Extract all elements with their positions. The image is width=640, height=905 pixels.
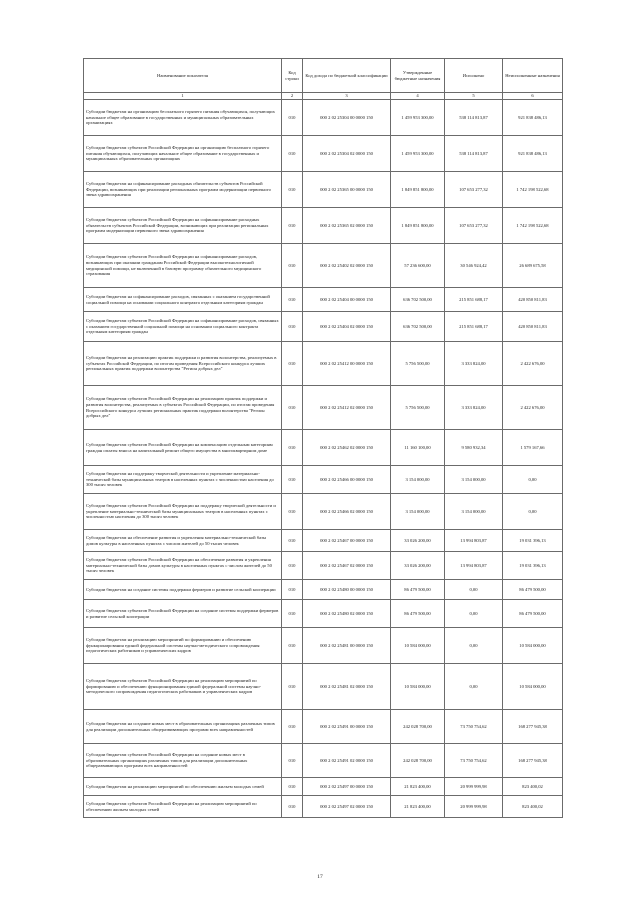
column-number: 3	[303, 93, 391, 100]
row-kbk: 000 2 02 25365 00 0000 150	[303, 172, 391, 208]
row-code: 010	[282, 778, 303, 796]
table-row	[84, 342, 563, 386]
row-approved: 10 584 000,00	[391, 664, 445, 710]
column-number: 6	[503, 93, 563, 100]
col-header-code: Код строки	[282, 59, 303, 93]
page-number: 17	[317, 874, 323, 880]
report-page	[83, 58, 562, 818]
row-approved: 242 028 700,00	[391, 744, 445, 778]
row-approved: 1 459 953 300,00	[391, 136, 445, 172]
row-name: Субсидии бюджетам на создание системы поддержки фермеров и развитие сельской кооперации	[84, 580, 282, 600]
row-name: Субсидии бюджетам на реализацию практик поддержки и развития волонтерства, реализуемых в субъектах Российской Федерации, по итогам проведения Всероссийского конкурса лучших региональных практик поддержки волонтерства "Регион добрых дел"	[84, 342, 282, 386]
row-approved: 242 028 700,00	[391, 710, 445, 744]
row-executed: 215 851 688,17	[445, 312, 503, 342]
row-name: Субсидии бюджетам субъектов Российской Федерации на реализацию практик поддержки и развития волонтерства, реализуемых в субъектах Российской Федерации, по итогам проведения Всероссийского конкурса лучших региональных практик поддержки волонтерства "Регион добрых дел"	[84, 386, 282, 430]
row-executed: 3 154 000,00	[445, 494, 503, 530]
row-executed: 0,00	[445, 628, 503, 664]
row-name: Субсидии бюджетам субъектов Российской Федерации на обеспечение развития и укрепления материально-технической базы домов культуры в населенных пунктах с числом жителей до 50 тысяч человек	[84, 552, 282, 580]
row-approved: 3 154 000,00	[391, 494, 445, 530]
table-row	[84, 208, 563, 244]
row-executed: 30 546 924,42	[445, 244, 503, 288]
row-kbk: 000 2 02 25480 02 0000 150	[303, 600, 391, 628]
row-approved: 21 823 400,00	[391, 778, 445, 796]
row-approved: 636 702 500,00	[391, 312, 445, 342]
row-executed: 20 999 999,98	[445, 778, 503, 796]
row-unexecuted: 2 422 676,00	[503, 342, 563, 386]
row-unexecuted: 420 850 811,83	[503, 312, 563, 342]
row-name: Субсидии бюджетам на реализацию мероприятий по формированию и обеспечению функционирования единой федеральной системы научно-методического сопровождения педагогических работников и управленческих кадров	[84, 628, 282, 664]
row-unexecuted: 0,00	[503, 466, 563, 494]
table-row	[84, 778, 563, 796]
table-row	[84, 494, 563, 530]
row-kbk: 000 2 02 25462 02 0000 150	[303, 430, 391, 466]
column-number: 5	[445, 93, 503, 100]
budget-table	[83, 58, 563, 818]
row-name: Субсидии бюджетам субъектов Российской Федерации на компенсацию отдельным категориям граждан оплаты взноса на капитальный ремонт общего имущества в многоквартирном доме	[84, 430, 282, 466]
row-executed: 13 994 803,87	[445, 552, 503, 580]
row-executed: 0,00	[445, 664, 503, 710]
row-kbk: 000 2 02 25467 02 0000 150	[303, 552, 391, 580]
row-approved: 1 849 851 800,00	[391, 172, 445, 208]
row-kbk: 000 2 02 25404 00 0000 150	[303, 288, 391, 312]
row-kbk: 000 2 02 25412 00 0000 150	[303, 342, 391, 386]
row-name: Субсидии бюджетам субъектов Российской Федерации на софинансирование расходов, возникающих при оказании гражданам Российской Федерации высокотехнологичной медицинской помощи, не включенной в базовую программу обязательного медицинского страхования	[84, 244, 282, 288]
table-row	[84, 386, 563, 430]
column-number: 4	[391, 93, 445, 100]
table-row	[84, 466, 563, 494]
row-code: 010	[282, 552, 303, 580]
row-name: Субсидии бюджетам на организацию бесплатного горячего питания обучающихся, получающих начальное общее образование в государственных и муниципальных образовательных организациях	[84, 100, 282, 136]
row-approved: 86 479 500,00	[391, 600, 445, 628]
row-approved: 5 756 500,00	[391, 342, 445, 386]
row-approved: 1 849 851 800,00	[391, 208, 445, 244]
row-kbk: 000 2 02 25304 02 0000 150	[303, 136, 391, 172]
row-executed: 13 994 803,87	[445, 530, 503, 552]
row-name: Субсидии бюджетам субъектов Российской Федерации на реализацию мероприятий по обеспечению жильем молодых семей	[84, 796, 282, 818]
row-code: 010	[282, 386, 303, 430]
table-row	[84, 796, 563, 818]
row-approved: 57 236 600,00	[391, 244, 445, 288]
row-unexecuted: 19 031 396,13	[503, 530, 563, 552]
table-row	[84, 430, 563, 466]
table-row	[84, 530, 563, 552]
row-executed: 3 154 000,00	[445, 466, 503, 494]
row-name: Субсидии бюджетам на создание новых мест в образовательных организациях различных типов для реализации дополнительных общеразвивающих программ всех направленностей	[84, 710, 282, 744]
row-executed: 0,00	[445, 580, 503, 600]
row-code: 010	[282, 244, 303, 288]
row-unexecuted: 10 584 000,00	[503, 628, 563, 664]
row-kbk: 000 2 02 25491 02 0000 150	[303, 744, 391, 778]
table-row	[84, 312, 563, 342]
row-unexecuted: 86 479 500,00	[503, 600, 563, 628]
col-header-unexecuted: Неисполненные назначения	[503, 59, 563, 93]
row-kbk: 000 2 02 25480 00 0000 150	[303, 580, 391, 600]
row-name: Субсидии бюджетам на софинансирование расходов, связанных с оказанием государственной социальной помощи на основании социального контракта отдельным категориям граждан	[84, 288, 282, 312]
row-code: 010	[282, 208, 303, 244]
row-unexecuted: 1 579 167,66	[503, 430, 563, 466]
row-name: Субсидии бюджетам субъектов Российской Федерации на софинансирование расходных обязательств субъектов Российской Федерации, возникающих при реализации региональных программ модернизации первичного звена здравоохранения	[84, 208, 282, 244]
row-approved: 33 026 200,00	[391, 530, 445, 552]
row-approved: 5 756 500,00	[391, 386, 445, 430]
row-unexecuted: 823 400,02	[503, 796, 563, 818]
column-number: 1	[84, 93, 282, 100]
row-name: Субсидии бюджетам субъектов Российской Федерации на организацию бесплатного горячего питания обучающихся, получающих начальное общее образование в государственных и муниципальных образовательных организациях	[84, 136, 282, 172]
row-approved: 11 160 100,00	[391, 430, 445, 466]
row-approved: 636 702 500,00	[391, 288, 445, 312]
col-header-executed: Исполнено	[445, 59, 503, 93]
row-name: Субсидии бюджетам на поддержку творческой деятельности и укрепление материально-технической базы муниципальных театров в населенных пунктах с численностью населения до 300 тысяч человек	[84, 466, 282, 494]
row-kbk: 000 2 02 25402 02 0000 150	[303, 244, 391, 288]
row-unexecuted: 26 689 675,58	[503, 244, 563, 288]
table-row	[84, 136, 563, 172]
row-kbk: 000 2 02 25497 02 0000 150	[303, 796, 391, 818]
row-name: Субсидии бюджетам субъектов Российской Федерации на создание новых мест в образовательных организациях различных типов для реализации дополнительных общеразвивающих программ всех направленностей	[84, 744, 282, 778]
table-row	[84, 552, 563, 580]
row-code: 010	[282, 136, 303, 172]
row-unexecuted: 1 742 198 522,68	[503, 208, 563, 244]
row-unexecuted: 921 838 486,13	[503, 136, 563, 172]
row-code: 010	[282, 580, 303, 600]
row-name: Субсидии бюджетам субъектов Российской Федерации на создание системы поддержки фермеров и развитие сельской кооперации	[84, 600, 282, 628]
row-code: 010	[282, 288, 303, 312]
row-unexecuted: 10 584 000,00	[503, 664, 563, 710]
row-kbk: 000 2 02 25304 00 0000 150	[303, 100, 391, 136]
row-executed: 3 333 824,00	[445, 342, 503, 386]
row-approved: 33 026 200,00	[391, 552, 445, 580]
table-row	[84, 628, 563, 664]
row-unexecuted: 921 838 486,13	[503, 100, 563, 136]
row-approved: 1 459 953 300,00	[391, 100, 445, 136]
row-code: 010	[282, 430, 303, 466]
col-header-name: Наименование показателя	[84, 59, 282, 93]
table-row	[84, 244, 563, 288]
row-executed: 215 851 688,17	[445, 288, 503, 312]
row-executed: 107 653 277,32	[445, 172, 503, 208]
row-kbk: 000 2 02 25365 02 0000 150	[303, 208, 391, 244]
row-name: Субсидии бюджетам на обеспечение развития и укрепления материально-технической базы домов культуры в населенных пунктах с числом жителей до 50 тысяч человек	[84, 530, 282, 552]
row-executed: 73 750 754,62	[445, 744, 503, 778]
row-executed: 9 580 932,34	[445, 430, 503, 466]
table-row	[84, 710, 563, 744]
row-name: Субсидии бюджетам субъектов Российской Федерации на реализацию мероприятий по формированию и обеспечению функционирования единой федеральной системы научно-методического сопровождения педагогических работников и управленческих кадров	[84, 664, 282, 710]
row-executed: 538 114 813,87	[445, 136, 503, 172]
row-name: Субсидии бюджетам субъектов Российской Федерации на софинансирование расходов, связанных с оказанием государственной социальной помощи на основании социального контракта отдельным категориям граждан	[84, 312, 282, 342]
row-unexecuted: 0,00	[503, 494, 563, 530]
row-executed: 20 999 999,98	[445, 796, 503, 818]
row-approved: 86 479 500,00	[391, 580, 445, 600]
row-code: 010	[282, 744, 303, 778]
row-code: 010	[282, 710, 303, 744]
row-kbk: 000 2 02 25412 02 0000 150	[303, 386, 391, 430]
row-name: Субсидии бюджетам субъектов Российской Федерации на поддержку творческой деятельности и укрепление материально-технической базы муниципальных театров в населенных пунктах с численностью населения до 300 тысяч человек	[84, 494, 282, 530]
row-kbk: 000 2 02 25467 00 0000 150	[303, 530, 391, 552]
row-code: 010	[282, 796, 303, 818]
row-approved: 10 584 000,00	[391, 628, 445, 664]
row-executed: 3 333 824,00	[445, 386, 503, 430]
row-code: 010	[282, 494, 303, 530]
row-kbk: 000 2 02 25466 02 0000 150	[303, 494, 391, 530]
row-name: Субсидии бюджетам на софинансирование расходных обязательств субъектов Российской Федерации, возникающих при реализации региональных программ модернизации первичного звена здравоохранения	[84, 172, 282, 208]
row-name: Субсидии бюджетам на реализацию мероприятий по обеспечению жильем молодых семей	[84, 778, 282, 796]
row-kbk: 000 2 02 25481 00 0000 150	[303, 628, 391, 664]
table-row	[84, 288, 563, 312]
row-code: 010	[282, 342, 303, 386]
row-unexecuted: 168 277 945,38	[503, 744, 563, 778]
table-row	[84, 172, 563, 208]
row-kbk: 000 2 02 25466 00 0000 150	[303, 466, 391, 494]
row-unexecuted: 1 742 198 522,68	[503, 172, 563, 208]
row-executed: 73 750 754,62	[445, 710, 503, 744]
row-code: 010	[282, 628, 303, 664]
row-kbk: 000 2 02 25497 00 0000 150	[303, 778, 391, 796]
column-number: 2	[282, 93, 303, 100]
table-row	[84, 664, 563, 710]
header-row	[84, 59, 563, 93]
col-header-kbk: Код дохода по бюджетной классификации	[303, 59, 391, 93]
row-kbk: 000 2 02 25481 02 0000 150	[303, 664, 391, 710]
row-code: 010	[282, 600, 303, 628]
row-kbk: 000 2 02 25491 00 0000 150	[303, 710, 391, 744]
row-code: 010	[282, 100, 303, 136]
row-approved: 21 823 400,00	[391, 796, 445, 818]
row-code: 010	[282, 530, 303, 552]
row-code: 010	[282, 466, 303, 494]
row-unexecuted: 86 479 500,00	[503, 580, 563, 600]
col-header-approved: Утвержденные бюджетные назначения	[391, 59, 445, 93]
row-unexecuted: 823 400,02	[503, 778, 563, 796]
row-executed: 0,00	[445, 600, 503, 628]
row-executed: 107 653 277,32	[445, 208, 503, 244]
row-approved: 3 154 000,00	[391, 466, 445, 494]
row-executed: 538 114 813,87	[445, 100, 503, 136]
row-kbk: 000 2 02 25404 02 0000 150	[303, 312, 391, 342]
table-row	[84, 580, 563, 600]
row-code: 010	[282, 312, 303, 342]
row-code: 010	[282, 172, 303, 208]
row-unexecuted: 168 277 945,38	[503, 710, 563, 744]
row-unexecuted: 420 850 811,83	[503, 288, 563, 312]
row-unexecuted: 2 422 676,00	[503, 386, 563, 430]
column-number-row	[84, 93, 563, 100]
table-row	[84, 100, 563, 136]
table-row	[84, 744, 563, 778]
row-code: 010	[282, 664, 303, 710]
table-row	[84, 600, 563, 628]
row-unexecuted: 19 031 396,13	[503, 552, 563, 580]
